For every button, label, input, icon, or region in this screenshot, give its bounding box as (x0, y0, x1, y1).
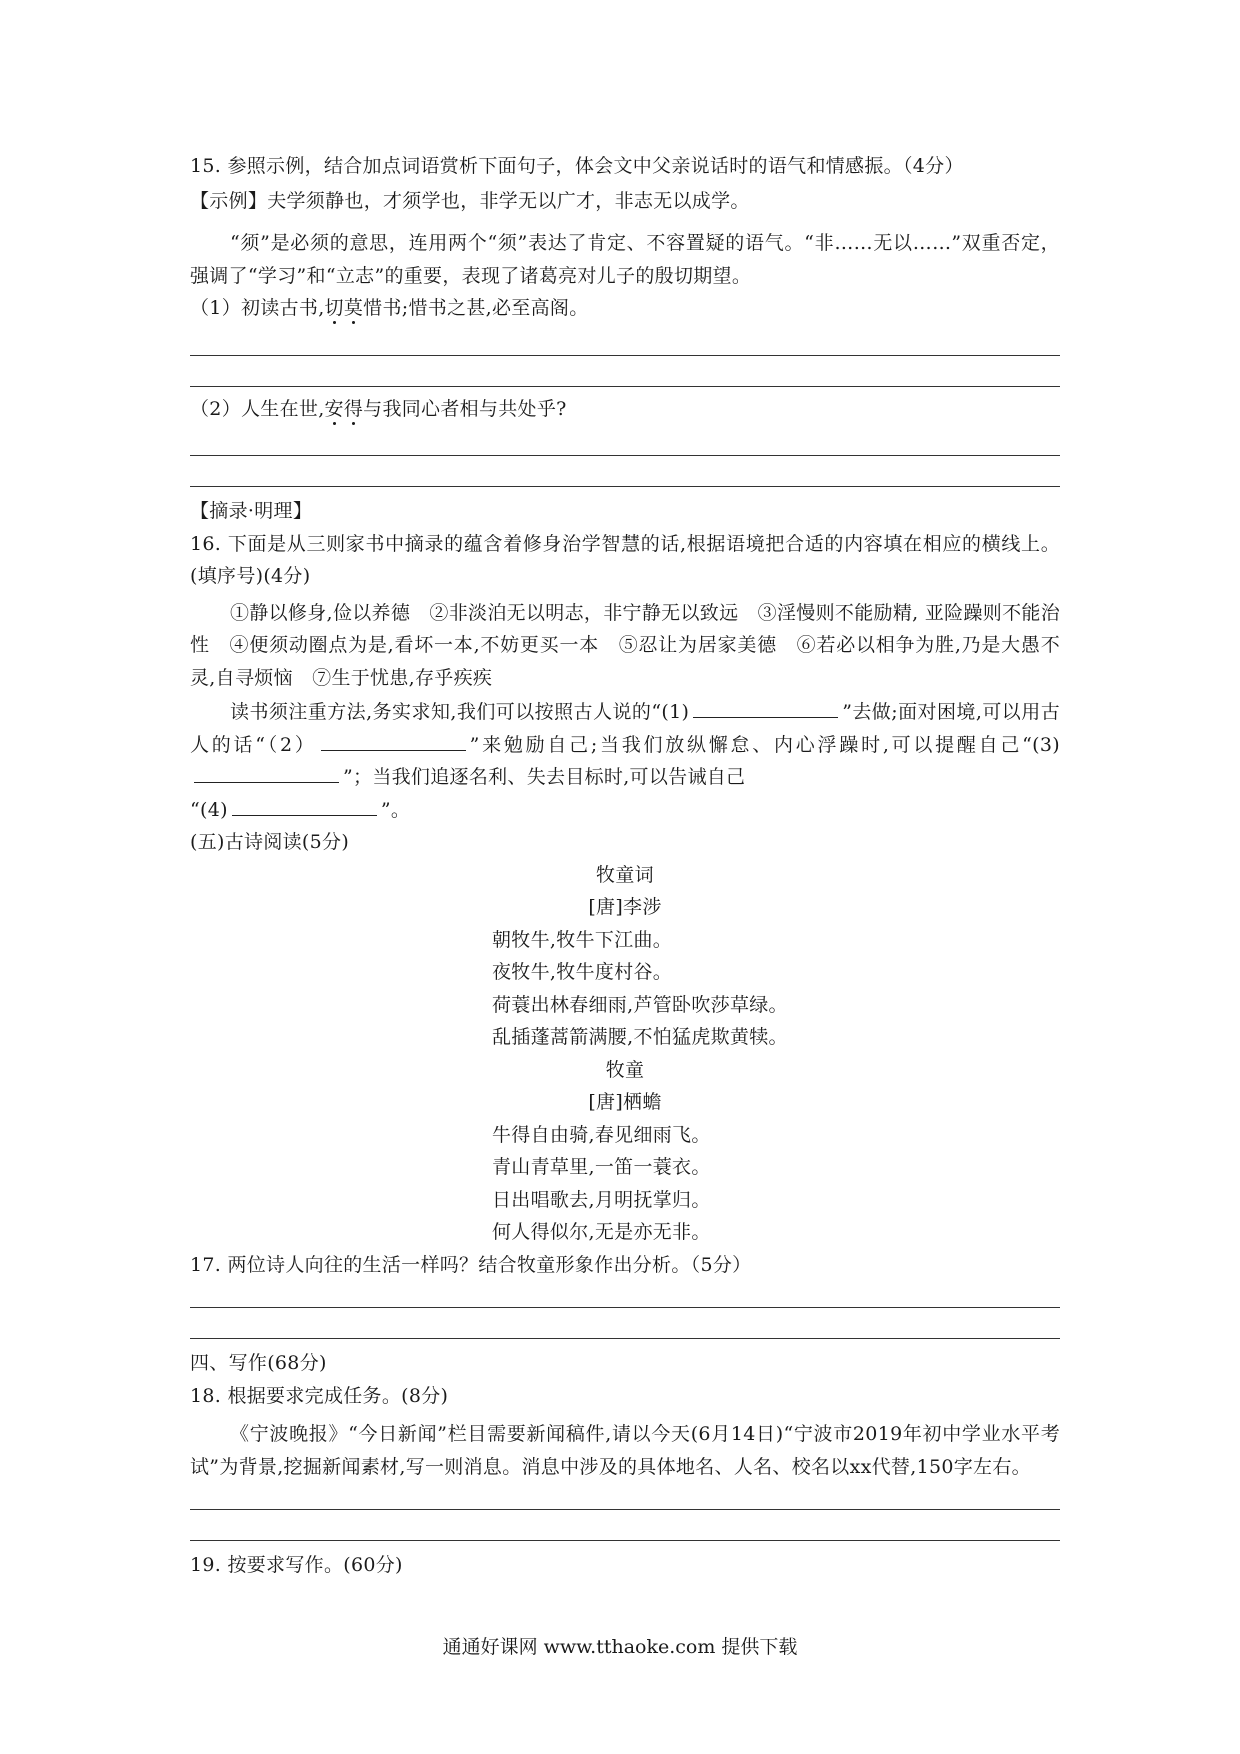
poem-line: 乱插蓬蒿箭满腰,不怕猛虎欺黄犊。 (492, 1026, 788, 1048)
writing-heading: 四、写作(68分) (190, 1352, 327, 1374)
answer-line[interactable] (190, 355, 1060, 356)
q19-title: 19. 按要求写作。(60分) (190, 1554, 403, 1576)
q17-title: 17. 两位诗人向往的生活一样吗？结合牧童形象作出分析。（5分） (190, 1253, 752, 1276)
poem1-title: 牧童词 (596, 863, 654, 886)
answer-line[interactable] (190, 1540, 1060, 1541)
dotted-word: 切 (324, 297, 344, 319)
poem2-author: [唐]栖蟾 (588, 1091, 662, 1113)
answer-line[interactable] (190, 486, 1060, 487)
poem-line: 日出唱歌去,月明抚掌归。 (492, 1188, 711, 1211)
document-page (190, 150, 1060, 1582)
poem2-title: 牧童 (605, 1058, 645, 1081)
q15-analysis: “须”是必须的意思，连用两个“须”表达了肯定、不容置疑的语气。“非……无以……”双重否定，强调了“学习”和“立志”的重要，表现了诸葛亮对儿子的殷切期望。 (190, 232, 1060, 287)
q15-sentence-1: （1）初读古书,切莫惜书;惜书之甚,必至高阁。 (190, 297, 589, 319)
poem-line: 荷蓑出林春细雨,芦管卧吹莎草绿。 (492, 993, 788, 1016)
fill-blank-4[interactable] (232, 814, 377, 816)
poem-line: 何人得似尔,无是亦无非。 (492, 1221, 711, 1243)
fill-blank-2[interactable] (321, 749, 466, 751)
poem-line: 牛得自由骑,春见细雨飞。 (492, 1123, 711, 1146)
fill-blank-3[interactable] (194, 781, 339, 783)
fill-blank-1[interactable] (693, 716, 838, 718)
q18-body: 《宁波晚报》“今日新闻”栏目需要新闻稿件,请以今天(6月14日)“宁波市2019年初中学业水平考试”为背景,挖掘新闻素材,写一则消息。消息中涉及的具体地名、人名、校名以xx代替,150字左右。 (190, 1423, 1060, 1478)
dotted-word: 安 (324, 397, 344, 420)
answer-line[interactable] (190, 1338, 1060, 1339)
page-footer: 通通好课网 www.tthaoke.com 提供下载 (442, 1636, 798, 1658)
q18-title: 18. 根据要求完成任务。(8分) (190, 1384, 449, 1407)
q16-title: 16. 下面是从三则家书中摘录的蕴含着修身治学智慧的话,根据语境把合适的内容填在相应的横线上。(填序号)(4分) (190, 532, 1060, 587)
q16-fill-last: “(4) ”。 (190, 798, 411, 821)
q15-title: 15. 参照示例，结合加点词语赏析下面句子，体会文中父亲说话时的语气和情感振。（4分） (190, 155, 964, 177)
section-heading: 【摘录·明理】 (190, 500, 313, 522)
answer-line[interactable] (190, 1509, 1060, 1510)
poem-line: 青山青草里,一笛一蓑衣。 (492, 1156, 711, 1178)
poem-line: 朝牧牛,牧牛下江曲。 (492, 928, 673, 951)
answer-line[interactable] (190, 455, 1060, 456)
q16-options: ①静以修身,俭以养德 ②非淡泊无以明志，非宁静无以致远 ③淫慢则不能励精, 亚险躁则不能治性 ④便须动圈点为是,看坏一本,不妨更买一本 ⑤忍让为居家美德 ⑥若必以相争为胜,乃是大愚不灵,自寻烦恼 ⑦生于忧患,存乎疾疾 (190, 601, 1060, 689)
poem2-body (492, 1119, 1060, 1249)
q15-sentence-2: （2）人生在世,安得与我同心者相与共处乎? (190, 397, 567, 420)
answer-line[interactable] (190, 1307, 1060, 1308)
q15-example: 【示例】夫学须静也，才须学也，非学无以广才，非志无以成学。 (190, 189, 750, 212)
q16-fill-paragraph: 读书须注重方法,务实求知,我们可以按照古人说的“(1) ”去做;面对困境,可以用古人的话“（2） ”来勉励自己;当我们放纵懈怠、内心浮躁时,可以提醒自己“(3)”；当我们追逐名利、失去目标时,可以告诫自己 (190, 701, 1060, 788)
poem1-author: [唐]李涉 (588, 896, 662, 918)
poem-section-heading: (五)古诗阅读(5分) (190, 831, 350, 853)
answer-line[interactable] (190, 386, 1060, 387)
poem-line: 夜牧牛,牧牛度村谷。 (492, 961, 673, 983)
poem1-body (492, 924, 1060, 1054)
dotted-word: 得 (343, 397, 364, 420)
dotted-word: 莫 (343, 297, 364, 319)
